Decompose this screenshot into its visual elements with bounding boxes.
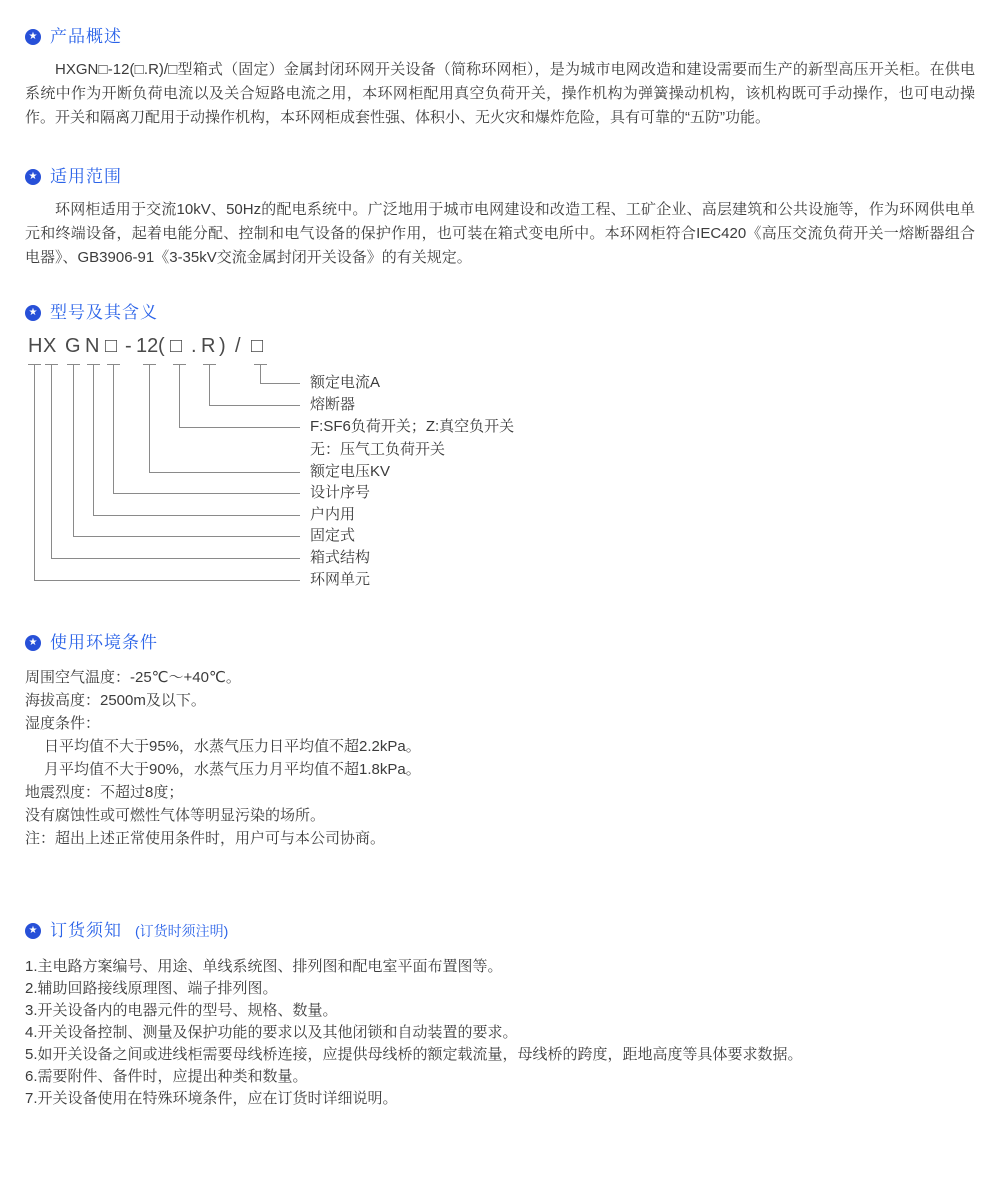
- order-item: 6.需要附件、备件时，应提出种类和数量。: [25, 1068, 308, 1085]
- leader-line: [51, 365, 52, 558]
- leader-line: [260, 365, 261, 383]
- model-char: (: [158, 335, 165, 357]
- env-line: 湿度条件：: [25, 715, 101, 732]
- section-header-environment: [25, 632, 975, 654]
- env-line: 日平均值不大于95%，水蒸气压力日平均值不超2.2kPa。: [44, 738, 421, 755]
- model-char: □: [251, 335, 264, 357]
- section-title-model: 型号及其含义: [50, 303, 158, 322]
- star-circle-icon: ★: [25, 305, 41, 321]
- model-char: .: [191, 335, 197, 357]
- section-title-scope: 适用范围: [50, 167, 122, 186]
- star-circle-icon: ★: [25, 29, 41, 45]
- leader-line: [149, 365, 150, 472]
- leader-line: [179, 365, 180, 427]
- model-label: 设计序号: [310, 484, 371, 501]
- model-char: 12: [136, 335, 159, 357]
- env-line: 地震烈度：不超过8度；: [25, 784, 184, 801]
- model-char: /: [235, 335, 241, 357]
- env-line: 注：超出上述正常使用条件时，用户可与本公司协商。: [25, 830, 386, 847]
- overview-paragraph: HXGN□-12(□.R)/□型箱式（固定）金属封闭环网开关设备（简称环网柜），是为城市电网改造和建设需要而生产的新型高压开关柜。在供电系统中作为开断负荷电流以及关合短路电流之用，本环网柜配用真空负荷开关，操作机构为弹簧操动机构，该机构既可手动操作，也可电动操作。开关和隔离刀配用于动操作机构，本环网柜成套性强、体积小、无火灾和爆炸危险，具有可靠的“五防”功能。: [25, 61, 975, 126]
- star-circle-icon: ★: [25, 169, 41, 185]
- order-item: 4.开关设备控制、测量及保护功能的要求以及其他闭锁和自动装置的要求。: [25, 1024, 518, 1041]
- order-item: 3.开关设备内的电器元件的型号、规格、数量。: [25, 1002, 338, 1019]
- env-line: 周围空气温度：-25℃～+40℃。: [25, 669, 241, 686]
- model-label: 无：压气工负荷开关: [310, 441, 446, 458]
- model-label: 环网单元: [310, 571, 371, 588]
- model-label: 额定电流A: [310, 374, 381, 391]
- leader-line: [113, 365, 114, 493]
- section-subtitle-ordering: (订货时须注明): [135, 923, 229, 939]
- model-char: X: [43, 335, 57, 357]
- scope-paragraph: 环网柜适用于交流10kV、50Hz的配电系统中。广泛地用于城市电网建设和改造工程、工矿企业、高层建筑和公共设施等，作为环网供电单元和终端设备，起着电能分配、控制和电气设备的保护作用，也可装在箱式变电所中。本环网柜符合IEC420《高压交流负荷开关一熔断器组合电器》、GB3906-91《3-35kV交流金属封闭开关设备》的有关规定。: [25, 201, 975, 266]
- model-label: 熔断器: [310, 396, 356, 413]
- environment-conditions: [25, 666, 975, 850]
- section-title-environment: 使用环境条件: [50, 633, 158, 652]
- model-label: F:SF6负荷开关；Z:真空负开关: [310, 418, 515, 435]
- model-label: 额定电压KV: [310, 463, 391, 480]
- model-char: G: [65, 335, 81, 357]
- leader-line: [209, 405, 300, 406]
- model-char: -: [125, 335, 132, 357]
- leader-line: [179, 427, 300, 428]
- leader-line: [113, 493, 300, 494]
- section-header-ordering: [25, 920, 975, 942]
- env-line: 海拔高度：2500m及以下。: [25, 692, 206, 709]
- leader-line: [149, 472, 300, 473]
- leader-line: [73, 365, 74, 536]
- model-char: R: [201, 335, 216, 357]
- model-label: 固定式: [310, 527, 356, 544]
- order-item: 7.开关设备使用在特殊环境条件，应在订货时详细说明。: [25, 1090, 398, 1107]
- leader-line: [93, 365, 94, 515]
- order-item: 1.主电路方案编号、用途、单线系统图、排列图和配电室平面布置图等。: [25, 958, 503, 975]
- model-char: □: [170, 335, 183, 357]
- leader-line: [93, 515, 300, 516]
- model-char: N: [85, 335, 100, 357]
- star-circle-icon: ★: [25, 923, 41, 939]
- section-header-scope: [25, 166, 975, 188]
- model-designation-diagram: [25, 332, 975, 594]
- leader-line: [34, 365, 35, 580]
- env-line: 没有腐蚀性或可燃性气体等明显污染的场所。: [25, 807, 326, 824]
- model-char: H: [28, 335, 43, 357]
- model-char: □: [105, 335, 118, 357]
- leader-line: [260, 383, 300, 384]
- leader-line: [51, 558, 300, 559]
- section-title-ordering: 订货须知: [50, 921, 122, 940]
- model-char: ): [219, 335, 226, 357]
- order-item: 2.辅助回路接线原理图、端子排列图。: [25, 980, 278, 997]
- section-header-model: [25, 302, 975, 324]
- env-line: 月平均值不大于90%，水蒸气压力月平均值不超1.8kPa。: [44, 761, 421, 778]
- leader-line: [34, 580, 300, 581]
- ordering-notes: [25, 956, 975, 1110]
- order-item: 5.如开关设备之间或进线柜需要母线桥连接，应提供母线桥的额定载流量，母线桥的跨度，距地高度等具体要求数据。: [25, 1046, 803, 1063]
- section-header-overview: [25, 26, 975, 48]
- model-label: 户内用: [310, 506, 356, 523]
- star-circle-icon: ★: [25, 635, 41, 651]
- leader-line: [73, 536, 300, 537]
- section-title-overview: 产品概述: [50, 27, 122, 46]
- model-label: 箱式结构: [310, 549, 371, 566]
- leader-line: [209, 365, 210, 405]
